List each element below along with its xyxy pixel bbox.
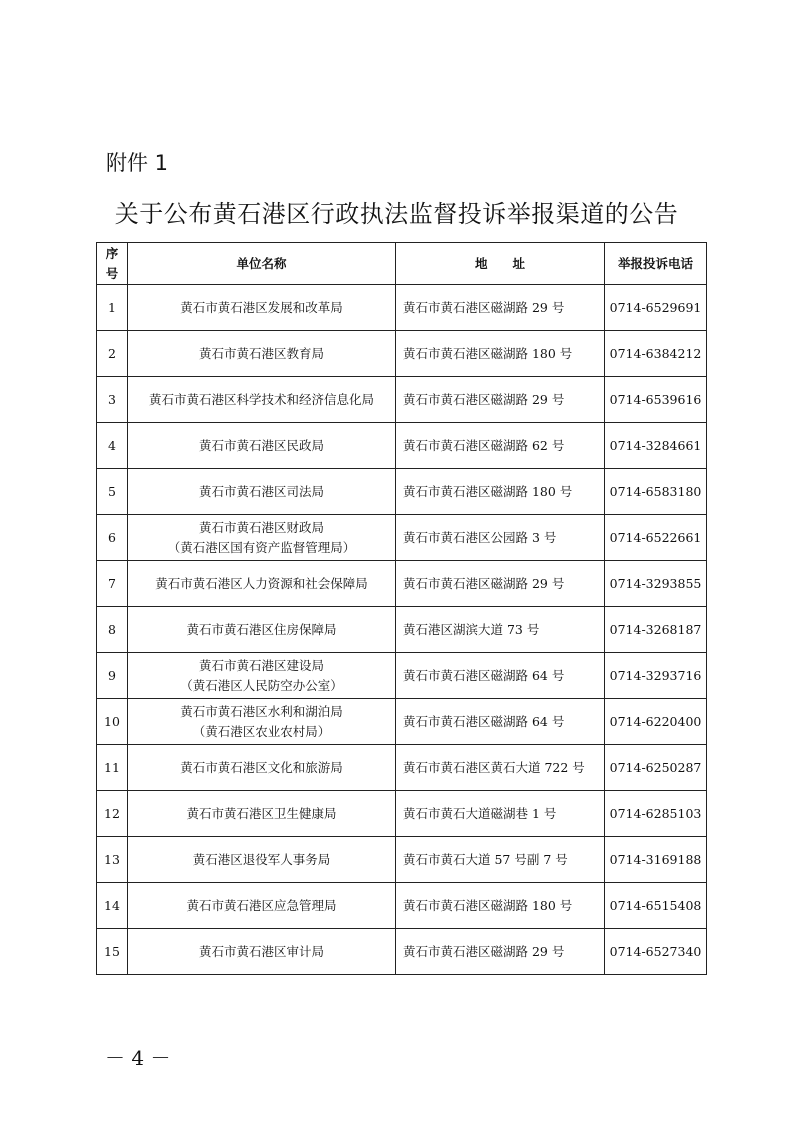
unit-name-cell — [128, 607, 396, 653]
table-row — [97, 285, 707, 331]
unit-name-cell — [128, 791, 396, 837]
table-row — [97, 331, 707, 377]
address-cell: 黄石市黄石大道 57 号副 7 号 — [396, 837, 605, 883]
unit-name-line: 黄石市黄石港区人力资源和社会保障局 — [155, 575, 368, 591]
table-row — [97, 561, 707, 607]
phone-cell: 0714-6583180 — [605, 469, 707, 515]
unit-name-cell — [128, 699, 396, 745]
table-row — [97, 607, 707, 653]
address-cell: 黄石市黄石港区磁湖路 180 号 — [396, 469, 605, 515]
phone-cell: 0714-6527340 — [605, 929, 707, 975]
unit-name-line: 黄石市黄石港区审计局 — [198, 943, 324, 959]
attachment-label: 附件 1 — [106, 151, 169, 175]
phone-cell: 0714-3293855 — [605, 561, 707, 607]
unit-name-cell — [128, 929, 396, 975]
table-row — [97, 469, 707, 515]
address-cell: 黄石港区湖滨大道 73 号 — [396, 607, 605, 653]
unit-name-line: （黄石港区国有资产监督管理局） — [167, 539, 356, 555]
unit-name-cell — [128, 837, 396, 883]
header-phone: 举报投诉电话 — [605, 243, 707, 285]
header-no — [97, 243, 128, 285]
row-number: 11 — [97, 745, 128, 791]
phone-cell: 0714-3293716 — [605, 653, 707, 699]
unit-name-cell — [128, 285, 396, 331]
address-cell: 黄石市黄石港区磁湖路 62 号 — [396, 423, 605, 469]
complaint-channels-table — [96, 242, 707, 975]
unit-name-line: 黄石市黄石港区水利和湖泊局 — [180, 703, 343, 719]
row-number: 10 — [97, 699, 128, 745]
phone-cell: 0714-6285103 — [605, 791, 707, 837]
table-row — [97, 745, 707, 791]
table-row — [97, 883, 707, 929]
unit-name-cell — [128, 883, 396, 929]
row-number: 3 — [97, 377, 128, 423]
phone-cell: 0714-6250287 — [605, 745, 707, 791]
row-number: 15 — [97, 929, 128, 975]
header-address: 地 址 — [396, 243, 605, 285]
address-cell: 黄石市黄石港区磁湖路 29 号 — [396, 285, 605, 331]
unit-name-line: 黄石市黄石港区住房保障局 — [186, 621, 337, 637]
unit-name-line: （黄石港区农业农村局） — [192, 723, 331, 739]
row-number: 8 — [97, 607, 128, 653]
unit-name-line: 黄石港区退役军人事务局 — [192, 851, 331, 867]
row-number: 7 — [97, 561, 128, 607]
row-number: 12 — [97, 791, 128, 837]
address-cell: 黄石市黄石港区磁湖路 29 号 — [396, 377, 605, 423]
address-cell: 黄石市黄石港区磁湖路 29 号 — [396, 561, 605, 607]
unit-name-line: 黄石市黄石港区发展和改革局 — [180, 299, 343, 315]
table-row — [97, 423, 707, 469]
table-row — [97, 377, 707, 423]
table-row — [97, 791, 707, 837]
address-cell: 黄石市黄石港区公园路 3 号 — [396, 515, 605, 561]
row-number: 5 — [97, 469, 128, 515]
unit-name-cell — [128, 377, 396, 423]
phone-cell: 0714-3268187 — [605, 607, 707, 653]
unit-name-cell — [128, 331, 396, 377]
page-number: － 4 － — [105, 1046, 171, 1070]
unit-name-cell — [128, 423, 396, 469]
header-no-line: 号 — [105, 265, 119, 281]
table-row — [97, 837, 707, 883]
row-number: 4 — [97, 423, 128, 469]
address-cell: 黄石市黄石港区磁湖路 64 号 — [396, 653, 605, 699]
phone-cell: 0714-6529691 — [605, 285, 707, 331]
unit-name-cell — [128, 653, 396, 699]
unit-name-line: 黄石市黄石港区财政局 — [198, 519, 324, 535]
unit-name-cell — [128, 469, 396, 515]
row-number: 13 — [97, 837, 128, 883]
unit-name-line: （黄石港区人民防空办公室） — [180, 677, 343, 693]
unit-name-cell — [128, 745, 396, 791]
row-number: 14 — [97, 883, 128, 929]
unit-name-line: 黄石市黄石港区司法局 — [198, 483, 324, 499]
unit-name-line: 黄石市黄石港区应急管理局 — [186, 897, 337, 913]
address-cell: 黄石市黄石港区磁湖路 180 号 — [396, 883, 605, 929]
table-row — [97, 515, 707, 561]
address-cell: 黄石市黄石港区黄石大道 722 号 — [396, 745, 605, 791]
table-row — [97, 699, 707, 745]
table-row — [97, 929, 707, 975]
unit-name-line: 黄石市黄石港区文化和旅游局 — [180, 759, 343, 775]
unit-name-line: 黄石市黄石港区卫生健康局 — [186, 805, 337, 821]
address-cell: 黄石市黄石大道磁湖巷 1 号 — [396, 791, 605, 837]
unit-name-cell — [128, 561, 396, 607]
unit-name-line: 黄石市黄石港区民政局 — [198, 437, 324, 453]
table-header-row — [97, 243, 707, 285]
phone-cell: 0714-6220400 — [605, 699, 707, 745]
phone-cell: 0714-3169188 — [605, 837, 707, 883]
header-no-line: 序 — [105, 245, 119, 261]
phone-cell: 0714-6384212 — [605, 331, 707, 377]
phone-cell: 0714-6522661 — [605, 515, 707, 561]
row-number: 1 — [97, 285, 128, 331]
phone-cell: 0714-6515408 — [605, 883, 707, 929]
unit-name-line: 黄石市黄石港区建设局 — [198, 657, 324, 673]
unit-name-line: 黄石市黄石港区教育局 — [198, 345, 324, 361]
phone-cell: 0714-6539616 — [605, 377, 707, 423]
table-row — [97, 653, 707, 699]
phone-cell: 0714-3284661 — [605, 423, 707, 469]
address-cell: 黄石市黄石港区磁湖路 180 号 — [396, 331, 605, 377]
header-unit: 单位名称 — [128, 243, 396, 285]
unit-name-line: 黄石市黄石港区科学技术和经济信息化局 — [148, 391, 374, 407]
address-cell: 黄石市黄石港区磁湖路 64 号 — [396, 699, 605, 745]
row-number: 2 — [97, 331, 128, 377]
row-number: 9 — [97, 653, 128, 699]
unit-name-cell — [128, 515, 396, 561]
document-title: 关于公布黄石港区行政执法监督投诉举报渠道的公告 — [114, 200, 679, 228]
table-body — [97, 285, 707, 975]
row-number: 6 — [97, 515, 128, 561]
address-cell: 黄石市黄石港区磁湖路 29 号 — [396, 929, 605, 975]
